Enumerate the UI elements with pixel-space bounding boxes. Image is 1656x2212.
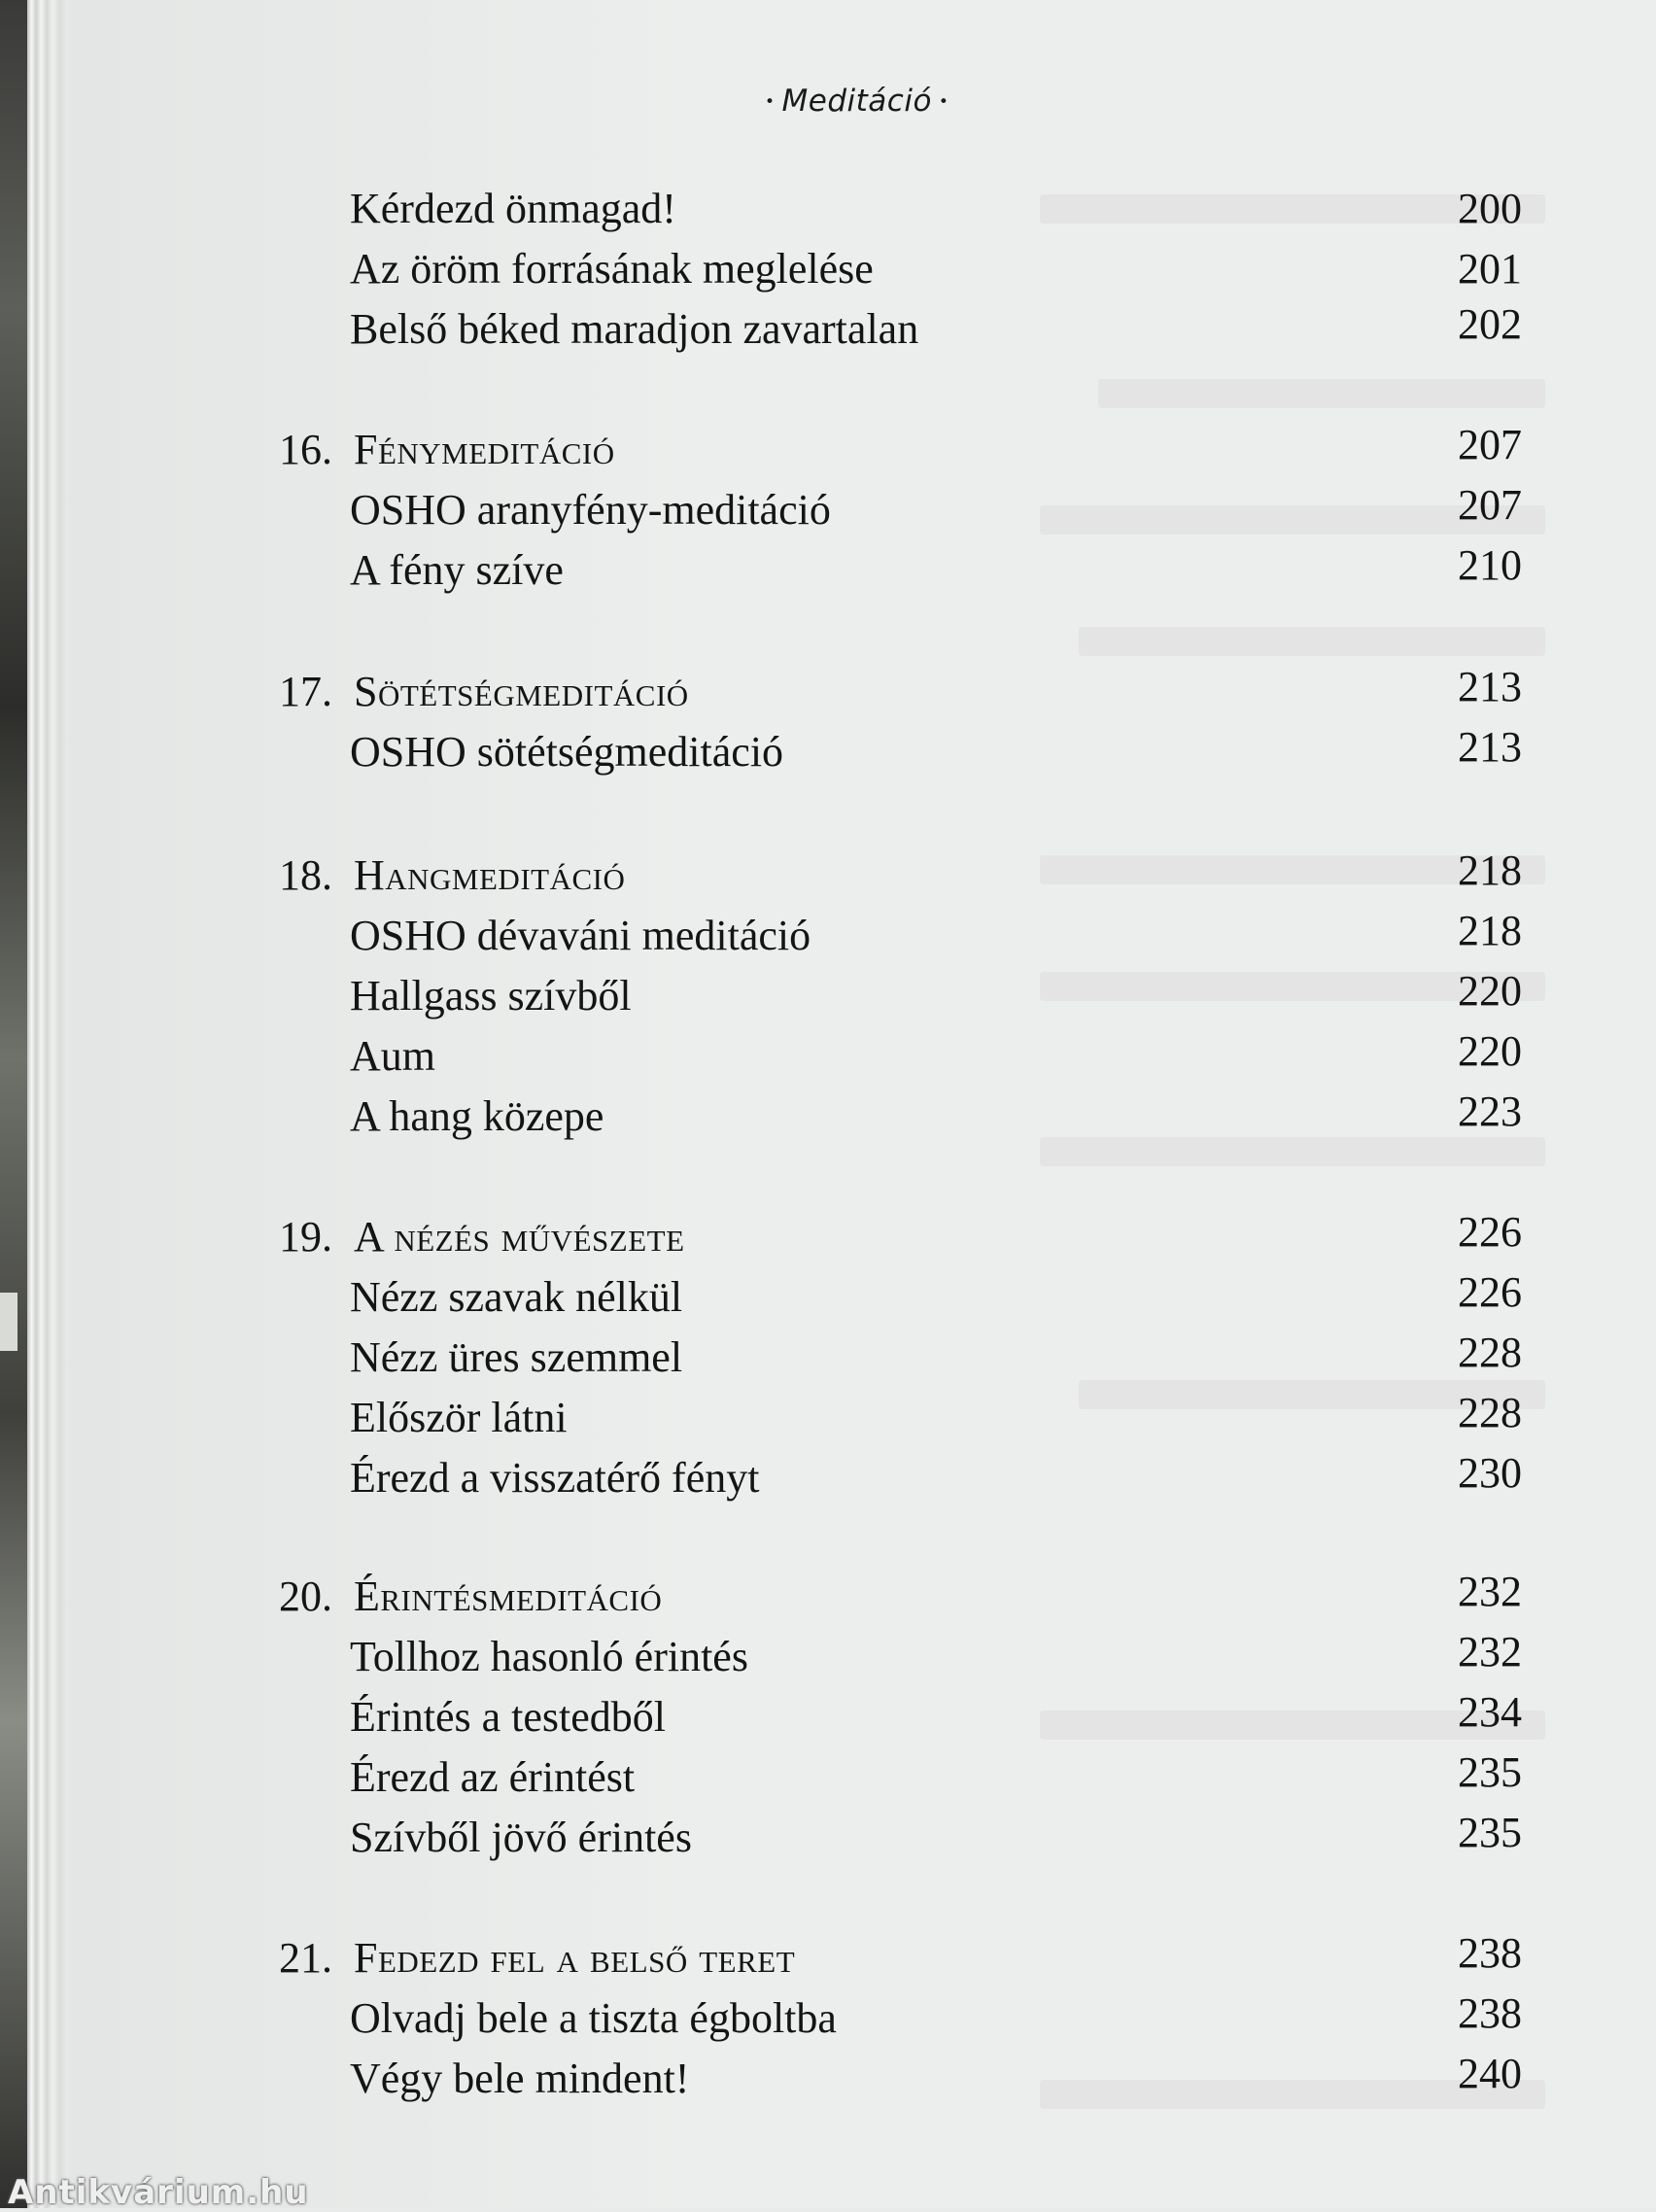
entry-title: Érintés a testedből [350,1693,667,1741]
entry-page: 220 [1458,1027,1522,1075]
toc-entry [350,245,874,294]
show-through [1098,379,1545,408]
entry-page: 207 [1458,421,1522,468]
entry-page: 200 [1458,185,1522,232]
entry-page: 220 [1458,967,1522,1015]
chapter-title: Fénymeditáció [354,426,615,473]
chapter-title: A nézés művészete [354,1213,685,1261]
chapter-number: 18. [279,851,332,899]
chapter-number: 19. [279,1213,332,1261]
chapter-number: 16. [279,426,332,473]
entry-title: Belső béked maradjon zavartalan [350,305,919,353]
entry-page: 230 [1458,1449,1522,1497]
entry-title: Először látni [350,1394,568,1441]
entry-title: OSHO sötétségmeditáció [350,728,784,776]
entry-page: 234 [1458,1688,1522,1736]
entry-title: Kérdezd önmagad! [350,185,676,232]
show-through [1079,627,1545,656]
entry-title: OSHO aranyfény-meditáció [350,486,831,534]
toc-entry [350,1454,759,1503]
page-edges [27,0,68,2208]
entry-page: 235 [1458,1748,1522,1796]
toc-entry [350,912,811,960]
toc-entry [350,1273,682,1322]
adjacent-photo-strip [0,0,27,2208]
ornament-right: • [938,92,949,112]
chapter-title: Sötétségmeditáció [354,668,689,715]
ornament-left: • [765,92,776,112]
toc-entry [350,1814,692,1862]
entry-title: Az öröm forrásának meglelése [350,245,874,293]
toc-entry [350,1092,604,1141]
entry-title: Aum [350,1032,435,1080]
toc-entry [350,972,632,1020]
entry-title: Nézz üres szemmel [350,1333,683,1381]
entry-title: Nézz szavak nélkül [350,1273,683,1321]
entry-page: 201 [1458,245,1522,293]
entry-title: Tollhoz hasonló érintés [350,1633,748,1680]
chapter-title: Fedezd fel a belső teret [354,1934,796,1982]
entry-title: Szívből jövő érintés [350,1814,692,1861]
entry-page: 207 [1458,481,1522,529]
entry-page: 213 [1458,663,1522,710]
entry-title: OSHO dévaváni meditáció [350,912,811,959]
entry-page: 213 [1458,723,1522,771]
chapter-title: Hangmeditáció [354,851,626,899]
entry-page: 218 [1458,907,1522,954]
entry-page: 226 [1458,1208,1522,1256]
toc-entry [350,185,676,233]
entry-page: 240 [1458,2050,1522,2097]
entry-title: Hallgass szívből [350,972,632,1020]
toc-entry [350,546,564,595]
entry-title: Érezd a visszatérő fényt [350,1454,760,1502]
entry-page: 238 [1458,1929,1522,1977]
entry-page: 202 [1458,300,1522,348]
entry-page: 228 [1458,1329,1522,1376]
entry-page: 210 [1458,541,1522,589]
chapter-number: 20. [279,1573,332,1620]
show-through [1040,1137,1545,1166]
toc-chapter [279,851,625,900]
entry-title: Végy bele mindent! [350,2055,690,2102]
running-head-title: Meditáció [781,84,932,119]
toc-chapter [279,1934,795,1983]
toc-chapter [279,426,615,474]
entry-title: A hang közepe [350,1092,604,1140]
toc-entry [350,728,783,777]
entry-page: 223 [1458,1088,1522,1135]
photo-strip-highlight [0,1293,17,1351]
running-head [758,84,1050,119]
entry-page: 232 [1458,1628,1522,1676]
entry-title: A fény szíve [350,546,564,594]
toc-entry [350,1333,682,1382]
toc-entry [350,2055,689,2103]
chapter-number: 17. [279,668,332,715]
toc-entry [350,1693,666,1742]
toc-entry [350,1994,837,2043]
entry-page: 238 [1458,1989,1522,2037]
entry-page: 218 [1458,847,1522,894]
toc-chapter [279,1213,685,1262]
entry-page: 226 [1458,1268,1522,1316]
toc-entry [350,486,831,535]
entry-page: 228 [1458,1389,1522,1436]
chapter-number: 21. [279,1934,332,1982]
chapter-title: Érintésmeditáció [354,1573,663,1620]
toc-entry [350,305,918,354]
entry-title: Olvadj bele a tiszta égboltba [350,1994,837,2042]
toc-entry [350,1394,568,1442]
toc-entry [350,1633,748,1681]
toc-entry [350,1753,635,1802]
toc-entry [350,1032,435,1081]
entry-page: 235 [1458,1809,1522,1856]
entry-page: 232 [1458,1568,1522,1615]
toc-chapter [279,1573,662,1621]
toc-chapter [279,668,689,716]
entry-title: Érezd az érintést [350,1753,636,1801]
watermark: Antikvárium.hu [8,2173,309,2212]
